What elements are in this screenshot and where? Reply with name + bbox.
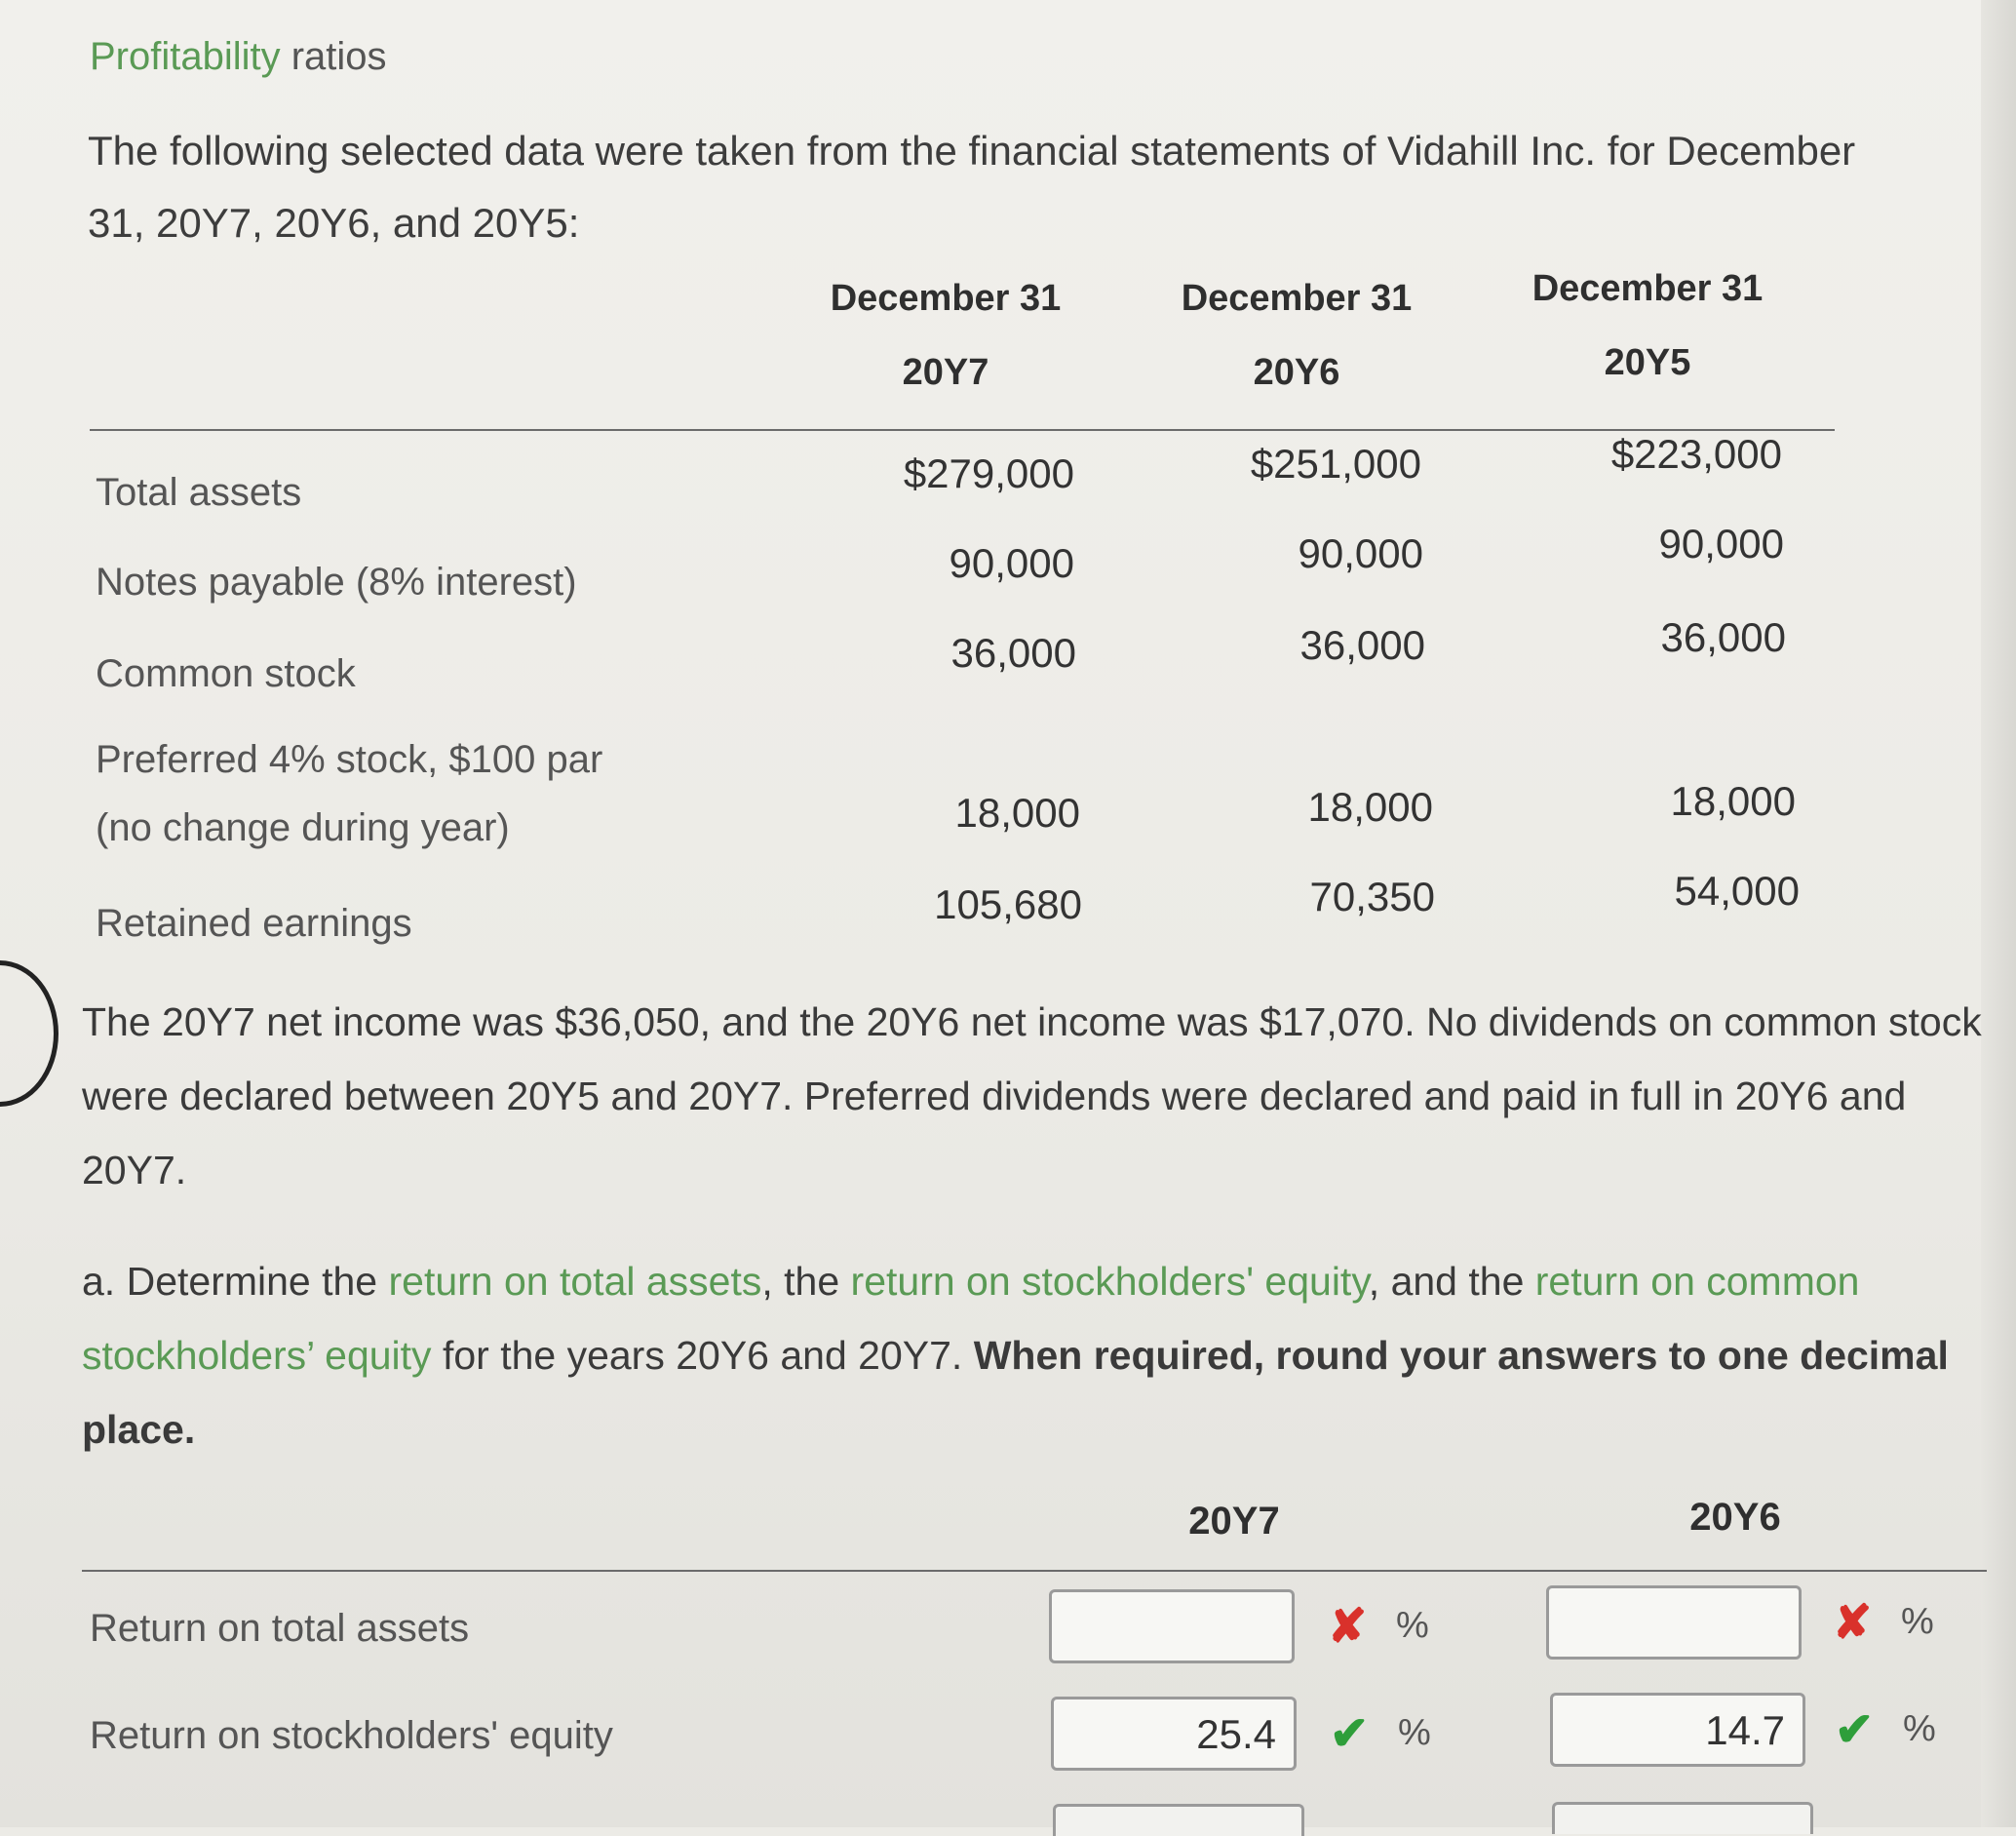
column-header-line2: 20Y6 xyxy=(1253,352,1340,393)
cell-retained-earnings-20y7: 105,680 xyxy=(934,881,1082,927)
page-title xyxy=(90,35,387,79)
row-label-preferred-stock xyxy=(96,725,602,862)
input-rose-20y6[interactable]: 14.7 xyxy=(1550,1693,1805,1767)
column-header-20y6 xyxy=(1150,261,1443,410)
question-a xyxy=(82,1244,1973,1466)
screen-edge xyxy=(1981,0,2016,1827)
column-header-line2: 20Y5 xyxy=(1604,342,1691,383)
correct-check-icon: ✔ xyxy=(1330,1708,1370,1760)
incorrect-icon: ✘ xyxy=(1833,1597,1873,1649)
row-label-line1: Preferred 4% stock, $100 par xyxy=(96,738,603,781)
question-text: , and the xyxy=(1368,1259,1535,1304)
answer-header-20y7: 20Y7 xyxy=(1188,1500,1280,1543)
row-label-common-stock: Common stock xyxy=(96,652,356,695)
row-label-notes-payable: Notes payable (8% interest) xyxy=(96,561,577,604)
cell-preferred-stock-20y7: 18,000 xyxy=(954,790,1080,836)
column-header-line2: 20Y7 xyxy=(902,352,989,393)
term-return-on-common-equity[interactable]: return on common stockholders’ equity xyxy=(82,1259,1860,1378)
input-next-row-20y6[interactable] xyxy=(1552,1802,1813,1834)
input-rose-20y7[interactable]: 25.4 xyxy=(1051,1697,1297,1771)
column-header-20y5 xyxy=(1501,252,1794,400)
question-text: , the xyxy=(761,1259,851,1304)
title-text: ratios xyxy=(280,35,387,78)
column-header-line1: December 31 xyxy=(1531,268,1764,309)
margin-circle-mark xyxy=(0,960,58,1107)
term-return-on-total-assets[interactable]: return on total assets xyxy=(388,1259,762,1304)
column-header-line1: December 31 xyxy=(1181,278,1413,319)
row-label-retained-earnings: Retained earnings xyxy=(96,902,412,945)
cell-total-assets-20y5: $223,000 xyxy=(1610,431,1782,477)
incorrect-icon: ✘ xyxy=(1328,1601,1368,1653)
correct-check-icon: ✔ xyxy=(1835,1704,1875,1756)
question-text: for the years 20Y6 and 20Y7. xyxy=(431,1333,974,1378)
input-rota-20y7[interactable] xyxy=(1049,1589,1295,1663)
input-rota-20y6[interactable] xyxy=(1546,1585,1802,1660)
cell-preferred-stock-20y5: 18,000 xyxy=(1670,778,1796,824)
percent-unit: % xyxy=(1901,1601,1934,1642)
percent-unit: % xyxy=(1396,1605,1429,1646)
answer-header-20y6: 20Y6 xyxy=(1689,1496,1781,1539)
rounding-instruction: When required, round your answers to one decimal place. xyxy=(82,1333,1949,1452)
cell-common-stock-20y6: 36,000 xyxy=(1299,622,1425,668)
input-next-row-20y7[interactable] xyxy=(1053,1804,1304,1836)
cell-retained-earnings-20y5: 54,000 xyxy=(1674,868,1800,914)
cell-total-assets-20y7: $279,000 xyxy=(903,450,1074,496)
net-income-paragraph: The 20Y7 net income was $36,050, and the 20Y6 net income was $17,070. No dividends on common stock were declared between 20Y5 and 20Y7. Preferred dividends were declared and paid in full in 20Y6 and 20Y7. xyxy=(82,999,1982,1192)
cell-common-stock-20y5: 36,000 xyxy=(1660,614,1786,660)
cell-total-assets-20y6: $251,000 xyxy=(1250,441,1421,487)
answer-header-rule xyxy=(82,1570,1987,1572)
profitability-link[interactable]: Profitability xyxy=(90,35,281,78)
row-label-line2: (no change during year) xyxy=(96,806,510,849)
question-text: a. Determine the xyxy=(82,1259,389,1304)
cell-retained-earnings-20y6: 70,350 xyxy=(1309,874,1435,919)
cell-notes-payable-20y6: 90,000 xyxy=(1298,530,1423,576)
cell-notes-payable-20y7: 90,000 xyxy=(949,540,1074,586)
answer-label-return-on-stockholders-equity: Return on stockholders' equity xyxy=(90,1714,613,1757)
column-header-20y7 xyxy=(799,261,1092,410)
answer-label-return-on-total-assets: Return on total assets xyxy=(90,1607,470,1650)
intro-text: The following selected data were taken from the financial statements of Vidahill Inc. for December 31, 20Y7, 20Y6, and 20Y5: xyxy=(88,128,1856,246)
row-label-total-assets: Total assets xyxy=(96,471,302,514)
cell-notes-payable-20y5: 90,000 xyxy=(1658,521,1784,566)
cell-preferred-stock-20y6: 18,000 xyxy=(1307,784,1433,830)
percent-unit: % xyxy=(1398,1712,1431,1753)
term-return-on-stockholders-equity[interactable]: return on stockholders' equity xyxy=(850,1259,1369,1304)
percent-unit: % xyxy=(1903,1708,1936,1749)
column-header-line1: December 31 xyxy=(830,278,1062,319)
cell-common-stock-20y7: 36,000 xyxy=(950,630,1076,676)
